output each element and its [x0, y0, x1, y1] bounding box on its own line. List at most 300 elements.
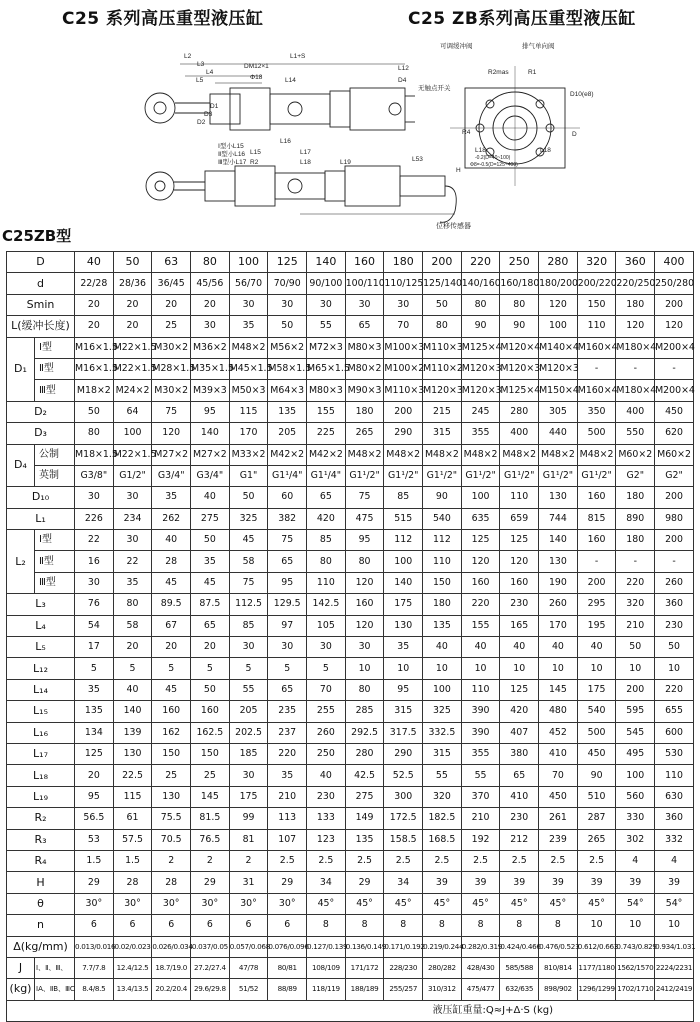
value-cell: 40	[500, 637, 539, 658]
value-cell: 360	[655, 594, 694, 615]
value-cell: 80	[500, 294, 539, 315]
dim-label: L18	[540, 147, 551, 154]
value-cell: 140/160	[461, 273, 500, 294]
value-cell: 10	[577, 915, 616, 936]
value-cell: 30	[113, 530, 152, 551]
value-cell: 81	[229, 829, 268, 850]
value-cell: 13.4/13.5	[113, 979, 152, 1000]
value-cell: 12.4/12.5	[113, 957, 152, 978]
value-cell: 35	[191, 551, 230, 572]
dim-label: D3	[204, 111, 213, 118]
value-cell: 6	[75, 915, 114, 936]
value-cell: 81.5	[191, 808, 230, 829]
value-cell: 275	[345, 786, 384, 807]
table-row	[7, 786, 694, 807]
value-cell: 145	[191, 786, 230, 807]
value-cell: 30	[75, 487, 114, 508]
value-cell: M60×2	[655, 444, 694, 465]
value-cell: 330	[616, 808, 655, 829]
value-cell: 440	[539, 423, 578, 444]
value-cell: 350	[577, 401, 616, 422]
value-cell: 810/814	[539, 957, 578, 978]
table-row	[7, 743, 694, 764]
value-cell: 76	[75, 594, 114, 615]
value-cell: 160/180	[500, 273, 539, 294]
value-cell: 2	[152, 850, 191, 871]
value-cell: 280/282	[423, 957, 462, 978]
value-cell: 450	[539, 786, 578, 807]
value-cell: 410	[539, 743, 578, 764]
value-cell: 50	[268, 316, 307, 337]
value-cell: 407	[500, 722, 539, 743]
value-cell: 99	[229, 808, 268, 829]
value-cell: 110	[461, 679, 500, 700]
value-cell: 287	[577, 808, 616, 829]
value-cell: 595	[616, 701, 655, 722]
value-cell: 155	[307, 401, 346, 422]
table-row	[7, 423, 694, 444]
value-cell: M90×3	[345, 380, 384, 401]
value-cell: G1¹/2"	[500, 465, 539, 486]
value-cell: 20	[191, 294, 230, 315]
value-cell: 100/110	[345, 273, 384, 294]
value-cell: 142.5	[307, 594, 346, 615]
value-cell: G1/2"	[113, 465, 152, 486]
value-cell: 29	[75, 872, 114, 893]
value-cell: 255/257	[384, 979, 423, 1000]
value-cell: 2412/2419	[655, 979, 694, 1000]
value-cell: 28/36	[113, 273, 152, 294]
value-cell: 87.5	[191, 594, 230, 615]
table-row	[7, 957, 694, 978]
table-row	[7, 893, 694, 914]
value-cell: 10	[384, 658, 423, 679]
value-cell: 45°	[423, 893, 462, 914]
value-cell: 10	[616, 915, 655, 936]
value-cell: 45°	[577, 893, 616, 914]
dim-label: Ⅲ型小L17	[218, 159, 247, 166]
row-label: D₁₀	[7, 487, 75, 508]
value-cell: 200/220	[577, 273, 616, 294]
value-cell: 50	[75, 401, 114, 422]
value-cell: 450	[577, 743, 616, 764]
value-cell: 210	[616, 615, 655, 636]
row-label: L₅	[7, 637, 75, 658]
rod-eye-left	[145, 93, 175, 123]
table-row	[7, 872, 694, 893]
value-cell: 420	[307, 508, 346, 529]
value-cell: 215	[423, 401, 462, 422]
value-cell: 195	[577, 615, 616, 636]
value-cell: 171/172	[345, 957, 384, 978]
value-cell: 60	[268, 487, 307, 508]
value-cell: 325	[229, 508, 268, 529]
value-cell: 129.5	[268, 594, 307, 615]
dim-label: D1	[210, 103, 219, 110]
value-cell: 8	[423, 915, 462, 936]
value-cell: 245	[461, 401, 500, 422]
value-cell: M125×4	[461, 337, 500, 358]
value-cell: 400	[500, 423, 539, 444]
value-cell: 100	[113, 423, 152, 444]
value-cell: 75.5	[152, 808, 191, 829]
value-cell: M58×1.5	[268, 358, 307, 379]
value-cell: 280	[500, 401, 539, 422]
value-cell: 2	[191, 850, 230, 871]
value-cell: G3/8"	[75, 465, 114, 486]
value-cell: 7.7/7.8	[75, 957, 114, 978]
value-cell: M64×3	[268, 380, 307, 401]
value-cell: M48×2	[345, 444, 384, 465]
dim-label: L12	[398, 65, 409, 72]
value-cell: 239	[539, 829, 578, 850]
value-cell: 40	[423, 637, 462, 658]
value-cell: M150×4	[539, 380, 578, 401]
value-cell: 452	[539, 722, 578, 743]
value-cell: 10	[345, 658, 384, 679]
value-cell: M110×3	[423, 337, 462, 358]
value-cell: M120×3	[423, 380, 462, 401]
table-row	[7, 637, 694, 658]
value-cell: 135	[423, 615, 462, 636]
value-cell: 35	[75, 679, 114, 700]
value-cell: 80	[345, 551, 384, 572]
value-cell: 290	[384, 423, 423, 444]
sub-label: Ⅰ型	[35, 337, 75, 358]
value-cell: M48×2	[229, 337, 268, 358]
value-cell: 65	[345, 316, 384, 337]
value-cell: 210	[268, 786, 307, 807]
value-cell: 58	[113, 615, 152, 636]
value-cell: 30	[229, 294, 268, 315]
value-cell: 255	[307, 701, 346, 722]
value-cell: 475/477	[461, 979, 500, 1000]
value-cell: 130	[384, 615, 423, 636]
value-cell: 370	[461, 786, 500, 807]
value-cell: M18×2	[75, 380, 114, 401]
value-cell: 545	[616, 722, 655, 743]
cylinder-side-view	[145, 64, 415, 130]
value-cell: 6	[191, 915, 230, 936]
table-row	[7, 829, 694, 850]
dim-label: Φ18	[250, 74, 263, 81]
value-cell: 6	[268, 915, 307, 936]
value-cell: 165	[500, 615, 539, 636]
value-cell: 10	[655, 915, 694, 936]
value-cell: 220/250	[616, 273, 655, 294]
value-cell: 29	[345, 872, 384, 893]
value-cell: 20	[113, 316, 152, 337]
value-cell: 0.219/0.244	[423, 936, 462, 957]
sub-label: 英制	[35, 465, 75, 486]
value-cell: 108/109	[307, 957, 346, 978]
value-cell: 80	[113, 594, 152, 615]
value-cell: M160×4	[577, 380, 616, 401]
value-cell: 265	[577, 829, 616, 850]
bore-cell: 400	[655, 252, 694, 273]
value-cell: 300	[384, 786, 423, 807]
dim-label: -0.2(D=40~100)	[475, 155, 511, 161]
value-cell: 200	[655, 530, 694, 551]
value-cell: 22.5	[113, 765, 152, 786]
value-cell: 310/312	[423, 979, 462, 1000]
dim-label: L1+S	[290, 53, 306, 60]
value-cell: 659	[500, 508, 539, 529]
value-cell: 39	[539, 872, 578, 893]
value-cell: 220	[268, 743, 307, 764]
value-cell: 135	[345, 829, 384, 850]
value-cell: 2224/2231	[655, 957, 694, 978]
value-cell: 70	[539, 765, 578, 786]
value-cell: 1296/1299	[577, 979, 616, 1000]
value-cell: 5	[113, 658, 152, 679]
value-cell: 95	[191, 401, 230, 422]
bore-cell: 125	[268, 252, 307, 273]
row-label: L₁₅	[7, 701, 75, 722]
value-cell: 140	[384, 572, 423, 593]
value-cell: G1¹/2"	[345, 465, 384, 486]
value-cell: 10	[539, 658, 578, 679]
value-cell: 35	[384, 637, 423, 658]
value-cell: 56/70	[229, 273, 268, 294]
bore-cell: 250	[500, 252, 539, 273]
value-cell: 600	[655, 722, 694, 743]
value-cell: 135	[75, 701, 114, 722]
value-cell: 130	[152, 786, 191, 807]
row-label: L₄	[7, 615, 75, 636]
value-cell: 30	[75, 572, 114, 593]
value-cell: 112	[384, 530, 423, 551]
value-cell: 200	[616, 679, 655, 700]
value-cell: 205	[268, 423, 307, 444]
value-cell: 30	[191, 316, 230, 337]
bore-cell: 100	[229, 252, 268, 273]
value-cell: M200×4	[655, 337, 694, 358]
row-label: R₂	[7, 808, 75, 829]
value-cell: 52.5	[384, 765, 423, 786]
value-cell: 110/125	[384, 273, 423, 294]
bore-cell: 80	[191, 252, 230, 273]
table-row	[7, 380, 694, 401]
table-row	[7, 765, 694, 786]
value-cell: 80	[345, 679, 384, 700]
value-cell: M33×2	[229, 444, 268, 465]
value-cell: 230	[307, 786, 346, 807]
value-cell: M22×1.5	[113, 358, 152, 379]
value-cell: 30°	[152, 893, 191, 914]
value-cell: G1¹/4"	[307, 465, 346, 486]
value-cell: 0.037/0.05	[191, 936, 230, 957]
value-cell: 225	[307, 423, 346, 444]
table-row	[7, 487, 694, 508]
value-cell: M80×3	[307, 380, 346, 401]
value-cell: M42×2	[307, 444, 346, 465]
value-cell: 175	[384, 594, 423, 615]
value-cell: 28	[152, 551, 191, 572]
value-cell: 30	[345, 294, 384, 315]
group-label: D₁	[7, 337, 35, 401]
bore-cell: 140	[307, 252, 346, 273]
value-cell: 2.5	[307, 850, 346, 871]
value-cell: 10	[577, 658, 616, 679]
value-cell: 61	[113, 808, 152, 829]
value-cell: 315	[423, 743, 462, 764]
row-label: Δ(kg/mm)	[7, 936, 75, 957]
value-cell: -	[655, 551, 694, 572]
bore-cell: 280	[539, 252, 578, 273]
row-label: d	[7, 273, 75, 294]
value-cell: 55	[229, 679, 268, 700]
value-cell: 620	[655, 423, 694, 444]
dim-label: L3	[197, 61, 205, 68]
value-cell: M48×2	[384, 444, 423, 465]
value-cell: 50	[616, 637, 655, 658]
value-cell: 25	[152, 765, 191, 786]
table-row	[7, 337, 694, 358]
value-cell: 56.5	[75, 808, 114, 829]
row-label: L₁₉	[7, 786, 75, 807]
cylinder-end-view	[450, 66, 580, 186]
value-cell: 275	[191, 508, 230, 529]
value-cell: M80×3	[345, 337, 384, 358]
value-cell: 55	[307, 316, 346, 337]
weight-footnote: 液压缸重量:Q≈J+Δ·S (kg)	[7, 1000, 694, 1021]
cylinder-bottom-view	[146, 166, 456, 222]
value-cell: M30×2	[152, 380, 191, 401]
value-cell: 332	[655, 829, 694, 850]
table-row	[7, 594, 694, 615]
value-cell: M65×1.5	[307, 358, 346, 379]
value-cell: 20	[75, 765, 114, 786]
value-cell: G1¹/2"	[461, 465, 500, 486]
bore-cell: 40	[75, 252, 114, 273]
value-cell: 175	[229, 786, 268, 807]
value-cell: 540	[423, 508, 462, 529]
value-cell: 76.5	[191, 829, 230, 850]
value-cell: 540	[577, 701, 616, 722]
value-cell: 90	[423, 487, 462, 508]
value-cell: 107	[268, 829, 307, 850]
value-cell: 80/81	[268, 957, 307, 978]
value-cell: 58	[229, 551, 268, 572]
value-cell: 220	[655, 679, 694, 700]
value-cell: 162	[152, 722, 191, 743]
table-row	[7, 936, 694, 957]
value-cell: 85	[307, 530, 346, 551]
value-cell: 140	[113, 701, 152, 722]
value-cell: 34	[384, 872, 423, 893]
row-label: D	[7, 252, 75, 273]
value-cell: 305	[539, 401, 578, 422]
value-cell: 27.2/27.4	[191, 957, 230, 978]
value-cell: 180	[616, 487, 655, 508]
row-label: D₃	[7, 423, 75, 444]
dim-label: R1	[528, 69, 537, 76]
value-cell: 2.5	[384, 850, 423, 871]
value-cell: 188/189	[345, 979, 384, 1000]
value-cell: 315	[423, 423, 462, 444]
dim-label: L15	[250, 149, 261, 156]
value-cell: 120	[655, 316, 694, 337]
value-cell: 1702/1710	[616, 979, 655, 1000]
value-cell: 0.127/0.139	[307, 936, 346, 957]
value-cell: 302	[616, 829, 655, 850]
value-cell: 110	[423, 551, 462, 572]
value-cell: 980	[655, 508, 694, 529]
dim-label: L19	[340, 159, 351, 166]
value-cell: 36/45	[152, 273, 191, 294]
value-cell: 0.612/0.663	[577, 936, 616, 957]
value-cell: 85	[384, 487, 423, 508]
value-cell: 8	[384, 915, 423, 936]
value-cell: 317.5	[384, 722, 423, 743]
dim-label: 可调缓冲阀	[440, 43, 473, 50]
dim-label: L14	[285, 77, 296, 84]
table-row	[7, 316, 694, 337]
table-row	[7, 444, 694, 465]
value-cell: 380	[500, 743, 539, 764]
table-row	[7, 722, 694, 743]
value-cell: 45°	[500, 893, 539, 914]
value-cell: 110	[500, 487, 539, 508]
value-cell: 125	[461, 530, 500, 551]
value-cell: 39	[461, 872, 500, 893]
value-cell: G2"	[616, 465, 655, 486]
value-cell: 18.7/19.0	[152, 957, 191, 978]
value-cell: 200	[655, 294, 694, 315]
value-cell: 2.5	[423, 850, 462, 871]
value-cell: 135	[268, 401, 307, 422]
value-cell: 160	[345, 594, 384, 615]
value-cell: 237	[268, 722, 307, 743]
sub-label: 公制	[35, 444, 75, 465]
value-cell: 315	[384, 701, 423, 722]
value-cell: -	[616, 358, 655, 379]
value-cell: 10	[500, 658, 539, 679]
table-row	[7, 679, 694, 700]
value-cell: 205	[229, 701, 268, 722]
value-cell: 45°	[345, 893, 384, 914]
title-c25zb-series: C25 ZB系列高压重型液压缸	[408, 9, 636, 29]
value-cell: 113	[268, 808, 307, 829]
value-cell: 120	[345, 615, 384, 636]
value-cell: 120	[500, 551, 539, 572]
value-cell: M16×1.5	[75, 337, 114, 358]
sensor-label: 位移传感器	[436, 223, 471, 230]
value-cell: 80	[423, 316, 462, 337]
value-cell: 89.5	[152, 594, 191, 615]
value-cell: 125	[75, 743, 114, 764]
value-cell: 70	[307, 679, 346, 700]
value-cell: 1562/1570	[616, 957, 655, 978]
value-cell: 0.026/0.034	[152, 936, 191, 957]
value-cell: 40	[113, 679, 152, 700]
value-cell: 480	[539, 701, 578, 722]
row-label: L₁₄	[7, 679, 75, 700]
value-cell: 30	[307, 294, 346, 315]
value-cell: 180	[616, 530, 655, 551]
bore-cell: 220	[461, 252, 500, 273]
bore-cell: 160	[345, 252, 384, 273]
value-cell: 35	[152, 487, 191, 508]
dim-label: R2mas	[488, 69, 509, 76]
value-cell: 22/28	[75, 273, 114, 294]
value-cell: 390	[461, 701, 500, 722]
value-cell: 75	[229, 572, 268, 593]
value-cell: M100×3	[384, 337, 423, 358]
value-cell: 115	[229, 401, 268, 422]
value-cell: 160	[577, 530, 616, 551]
